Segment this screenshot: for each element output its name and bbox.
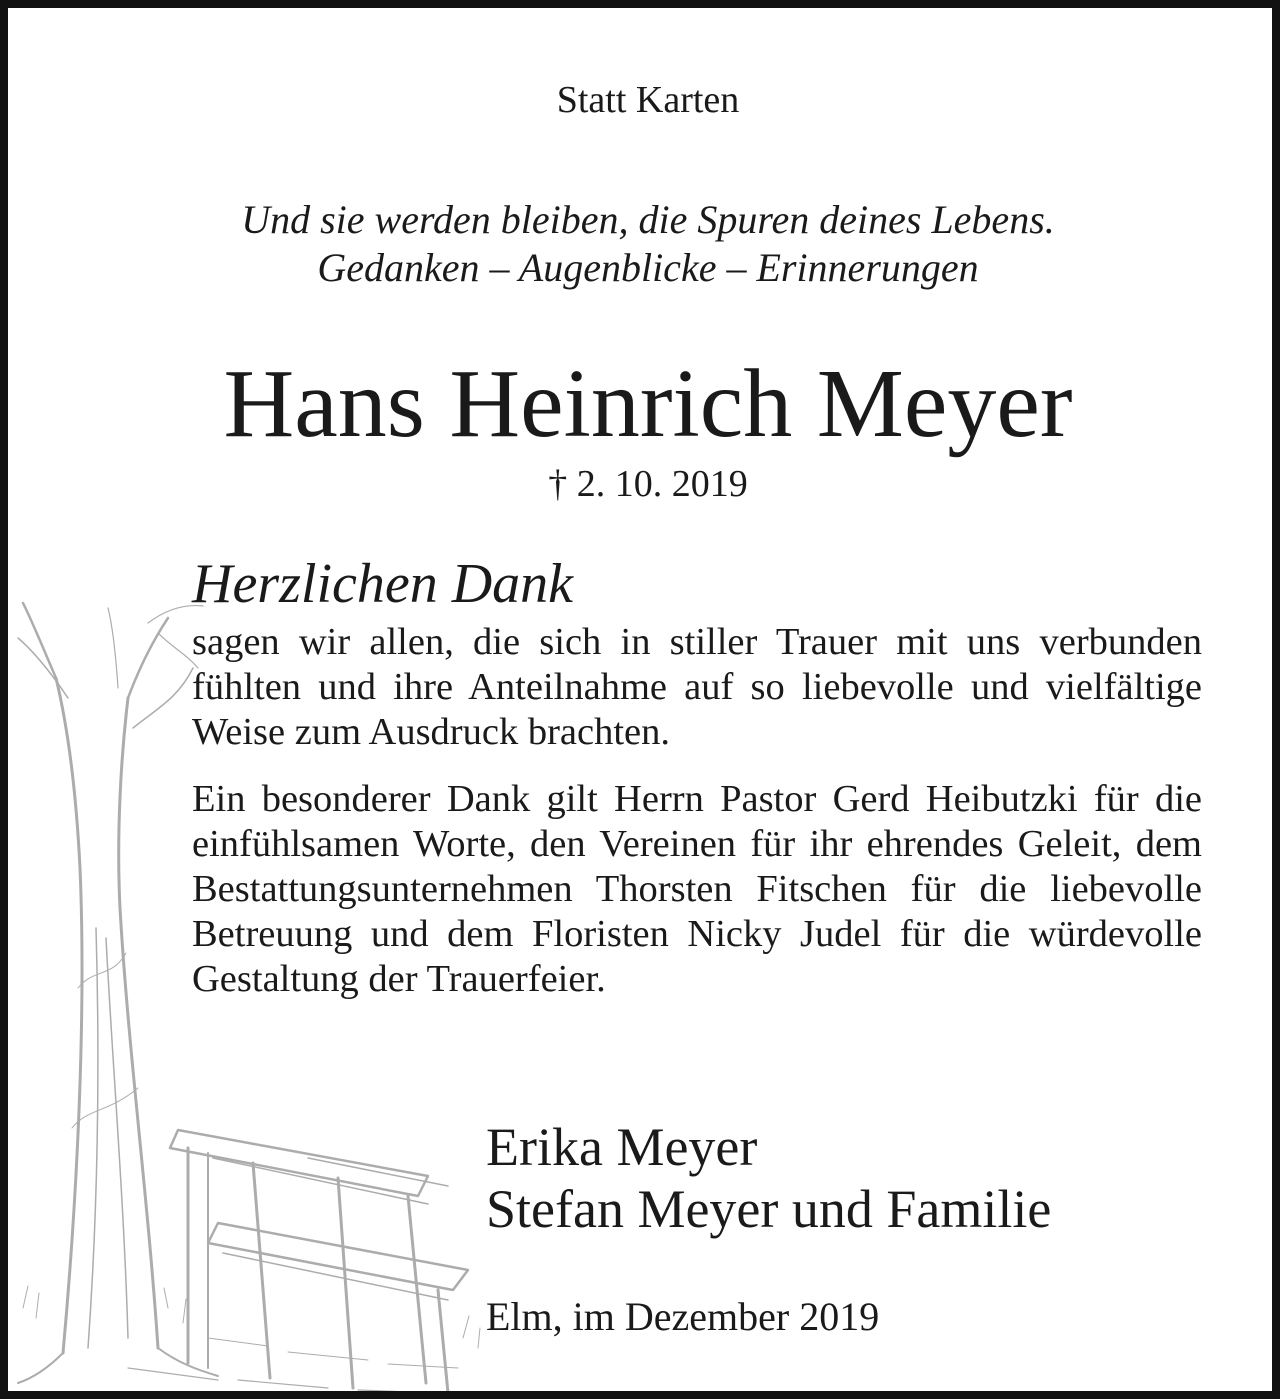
verse-line-2: Gedanken – Augenblicke – Erinnerungen: [317, 245, 979, 290]
thanks-paragraph-1: sagen wir allen, die sich in stiller Trauer mit uns verbunden fühlten und ihre Anteilnahme auf so liebevolle und vielfältige Weise zum Ausdruck brachten.: [192, 621, 1202, 753]
deceased-name: Hans Heinrich Meyer: [223, 350, 1073, 458]
thanks-heading: Herzlichen Dank: [192, 553, 574, 615]
death-date: † 2. 10. 2019: [548, 463, 748, 505]
memorial-verse: [8, 196, 1280, 292]
signers: [486, 1116, 1051, 1240]
verse-line-1: Und sie werden bleiben, die Spuren deines Lebens.: [241, 197, 1055, 242]
header-statt-karten: Statt Karten: [556, 79, 740, 121]
thanks-paragraph-2: Ein besonderer Dank gilt Herrn Pastor Gerd Heibutzki für die einfühlsamen Worte, den Vereinen für ihr ehrendes Geleit, dem Bestattungsunternehmen Thorsten Fitschen für die liebevolle Betreuung und dem Floristen Nicky Judel für die würdevolle Gestaltung der Trauerfeier.: [192, 778, 1202, 1000]
signer-2: Stefan Meyer und Familie: [486, 1179, 1052, 1239]
place-date: Elm, im Dezember 2019: [486, 1294, 880, 1339]
signer-1: Erika Meyer: [486, 1117, 758, 1177]
